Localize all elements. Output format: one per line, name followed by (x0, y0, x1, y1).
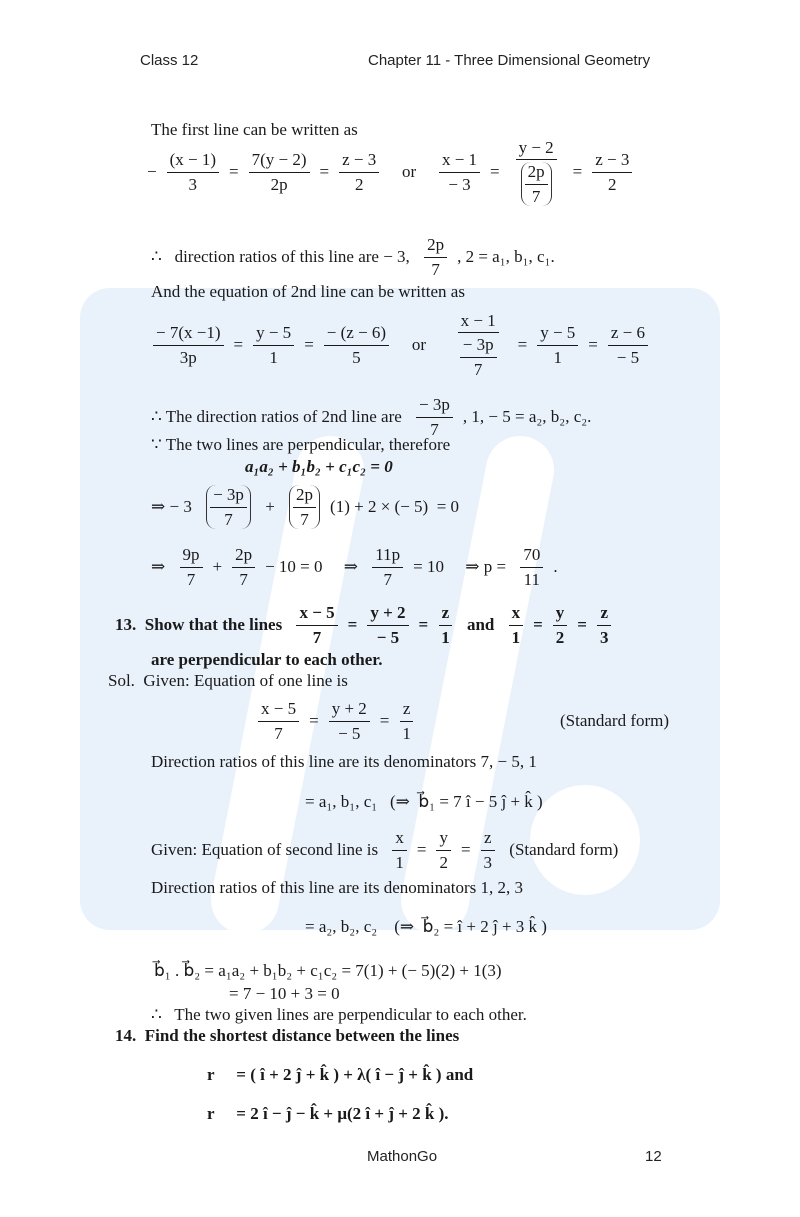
fraction-numerator: 9p (180, 545, 203, 568)
text-run: = (490, 162, 500, 181)
fraction-numerator: 2p (293, 485, 316, 508)
text-run: + (260, 497, 280, 516)
fraction (206, 485, 251, 529)
page-number: 12 (645, 1148, 662, 1165)
fraction (167, 150, 219, 194)
fraction-denominator: 7 (473, 359, 483, 379)
fraction-denominator: 3p (179, 347, 197, 367)
header-chapter: Chapter 11 - Three Dimensional Geometry (368, 52, 651, 69)
text-run: ∴ The two given lines are perpendicular to each other. (151, 1005, 527, 1024)
text-run: , 2 = a₁, b₁, c₁. (457, 247, 555, 266)
fraction-denominator: − 5 (616, 347, 640, 367)
fraction-denominator: 7 (239, 569, 248, 589)
fraction-numerator: z − 3 (592, 150, 632, 173)
fraction (339, 150, 379, 194)
fraction-denominator: 3 (599, 627, 609, 647)
fraction-denominator: 7 (274, 723, 283, 743)
fraction-numerator: x (509, 603, 524, 626)
fraction-denominator: 7 (312, 627, 322, 647)
fraction (249, 150, 310, 194)
fraction-numerator: 2p (525, 162, 548, 185)
fraction-numerator: z − 6 (608, 323, 648, 346)
fraction-denominator (449, 333, 508, 379)
fraction (153, 323, 224, 367)
text-run: and (462, 615, 499, 634)
text-run: = (533, 615, 543, 634)
text-run: = (319, 162, 330, 181)
fraction-numerator: z (481, 828, 495, 851)
fraction-denominator: 2 (608, 174, 617, 194)
fraction (520, 545, 543, 589)
fraction-denominator: 1 (553, 347, 562, 367)
fraction-denominator: 3 (188, 174, 198, 194)
fraction-numerator: 2p (424, 235, 447, 258)
text-run: r⃗ = ( î + 2 ĵ + k̂ ) + λ( î − ĵ + k̂ ) and (207, 1065, 474, 1084)
equation-line (303, 777, 545, 827)
fraction-denominator (510, 160, 563, 206)
fraction-numerator: x − 1 (439, 150, 480, 173)
text-run: ∵ The two lines are perpendicular, therefore (151, 435, 451, 454)
fraction-numerator: y − 5 (253, 323, 294, 346)
fraction-denominator: − 5 (338, 723, 361, 743)
fraction-numerator: y − 2 (516, 138, 557, 161)
fraction-numerator: 2p (232, 545, 255, 568)
text-run: b⃗₁ . b⃗₂ = a₁a₂ + b₁b₂ + c₁c₂ = 7(1) + (− 5)(2) + 1(3) (154, 961, 502, 980)
text-run: Direction ratios of this line are its denominators 7, − 5, 1 (151, 752, 537, 771)
fraction-denominator: 7 (431, 259, 440, 279)
fraction-denominator: 1 (395, 852, 404, 872)
text-run: − (147, 162, 157, 181)
fraction-denominator: 2 (354, 174, 364, 194)
text-run: = a₁, b₁, c₁ (⇒ b⃗₁ = 7 î − 5 ĵ + k̂ ) (305, 792, 543, 811)
text-run: ⇒ (151, 557, 170, 576)
fraction-numerator: y + 2 (367, 603, 408, 626)
fraction-numerator: y − 5 (537, 323, 578, 346)
text-run: (Standard form) (560, 711, 670, 730)
fraction-numerator: y (553, 603, 568, 626)
text-run: = (309, 711, 319, 730)
text-run: And the equation of 2nd line can be written as (151, 282, 465, 301)
text-run: ⇒ − 3 (151, 497, 197, 516)
fraction-numerator: − 3p (460, 335, 497, 358)
text-run: = 10 ⇒ p = (413, 557, 511, 576)
equation-line (145, 310, 656, 379)
text-run: = (588, 335, 598, 354)
text-run: (Standard form) (505, 840, 619, 859)
text-run: + (212, 557, 223, 576)
equation-line (149, 482, 461, 532)
fraction (449, 311, 508, 380)
fraction-numerator: x − 5 (258, 699, 299, 722)
fraction-numerator: x − 5 (296, 603, 337, 626)
text-run: Given: Equation of second line is (151, 840, 383, 859)
fraction-numerator: − 7(x −1) (153, 323, 224, 346)
fraction (521, 162, 552, 206)
fraction-denominator: 7 (383, 569, 392, 589)
fraction-denominator: 3 (483, 852, 493, 872)
fraction (232, 545, 255, 589)
fraction-denominator: 7 (186, 569, 196, 589)
fraction-numerator: 7(y − 2) (249, 150, 310, 173)
text-run: The first line can be written as (151, 120, 358, 139)
fraction-denominator: 1 (402, 723, 411, 743)
fraction-denominator: 11 (523, 569, 540, 589)
fraction-numerator: z (400, 699, 414, 722)
text-run: = (418, 615, 429, 634)
text-run: = 7 − 10 + 3 = 0 (229, 984, 340, 1003)
header-class: Class 12 (140, 52, 199, 69)
fraction (597, 603, 612, 647)
fraction (180, 545, 203, 589)
fraction (510, 138, 563, 207)
fraction (438, 603, 453, 647)
fraction-numerator: x − 1 (458, 311, 499, 334)
fraction (324, 323, 389, 367)
fraction-denominator: 1 (511, 627, 521, 647)
text-run: (1) + 2 × (− 5) = 0 (330, 497, 460, 516)
fraction (439, 150, 480, 194)
text-run: a₁a₂ + b₁b₂ + c₁c₂ = 0 (245, 457, 393, 476)
fraction-numerator: z (439, 603, 453, 626)
fraction (460, 335, 497, 379)
text-run: or (389, 162, 429, 181)
text-run: . (553, 557, 558, 576)
fraction-numerator: z (597, 603, 611, 626)
fraction-denominator: 1 (269, 347, 278, 367)
fraction (592, 150, 632, 194)
fraction-numerator: y (436, 828, 451, 851)
text-run: 14. Find the shortest distance between the lines (115, 1026, 460, 1045)
fraction-denominator: 7 (430, 419, 439, 439)
text-run: , 1, − 5 = a₂, b₂, c₂. (462, 407, 592, 426)
fraction-denominator: − 3 (448, 174, 471, 194)
text-line (149, 267, 467, 317)
fraction-denominator: 7 (300, 509, 309, 529)
fraction-numerator: 70 (520, 545, 543, 568)
fraction (608, 323, 648, 367)
text-run: = (304, 335, 314, 354)
text-run: = (460, 840, 471, 859)
footer-brand: MathonGo (367, 1148, 438, 1165)
fraction (372, 545, 403, 589)
text-run: Sol. Given: Equation of one line is (108, 671, 348, 690)
fraction-numerator: y + 2 (329, 699, 370, 722)
text-run: 13. Show that the lines (115, 615, 287, 634)
text-run: − 10 = 0 ⇒ (265, 557, 363, 576)
text-run: = a₂, b₂, c₂ (⇒ b⃗₂ = î + 2 ĵ + 3 k̂ ) (305, 917, 547, 936)
fraction-denominator: 1 (441, 627, 450, 647)
text-run: = (233, 335, 244, 354)
fraction (537, 323, 578, 367)
text-run: = (379, 711, 390, 730)
fraction-denominator: 7 (531, 186, 541, 206)
fraction (509, 603, 524, 647)
equation-line (145, 137, 640, 206)
fraction-numerator: x (392, 828, 407, 851)
text-run: = (572, 162, 583, 181)
text-run: ∴ The direction ratios of 2nd line are (151, 407, 407, 426)
fraction-numerator: 11p (372, 545, 403, 568)
fraction-numerator: z − 3 (339, 150, 379, 173)
text-run: = (347, 615, 358, 634)
text-run: = (577, 615, 587, 634)
fraction-denominator: 2 (439, 852, 448, 872)
fraction-numerator: − (z − 6) (324, 323, 389, 346)
equation-line (303, 902, 549, 952)
text-run: ∴ direction ratios of this line are − 3, (151, 247, 415, 266)
fraction-numerator: − 3p (210, 485, 247, 508)
fraction-denominator: 7 (224, 509, 233, 529)
fraction (289, 485, 320, 529)
fraction-denominator: − 5 (376, 627, 400, 647)
text-line (558, 696, 671, 746)
text-run: or (399, 335, 439, 354)
equation-line (205, 1089, 451, 1139)
text-run: r⃗ = 2 î − ĵ − k̂ + μ(2 î + ĵ + 2 k̂ ). (207, 1104, 449, 1123)
fraction-numerator: (x − 1) (167, 150, 219, 173)
equation-line (149, 542, 560, 592)
text-run: = (517, 335, 528, 354)
text-run: = (416, 840, 427, 859)
fraction-denominator: 2 (555, 627, 565, 647)
text-run: Direction ratios of this line are its denominators 1, 2, 3 (151, 878, 524, 897)
fraction (553, 603, 568, 647)
fraction-denominator: 5 (352, 347, 361, 367)
fraction-denominator: 2p (270, 174, 288, 194)
text-run: are perpendicular to each other. (151, 650, 383, 669)
fraction (253, 323, 294, 367)
fraction-numerator: − 3p (416, 395, 453, 418)
text-run: = (229, 162, 239, 181)
